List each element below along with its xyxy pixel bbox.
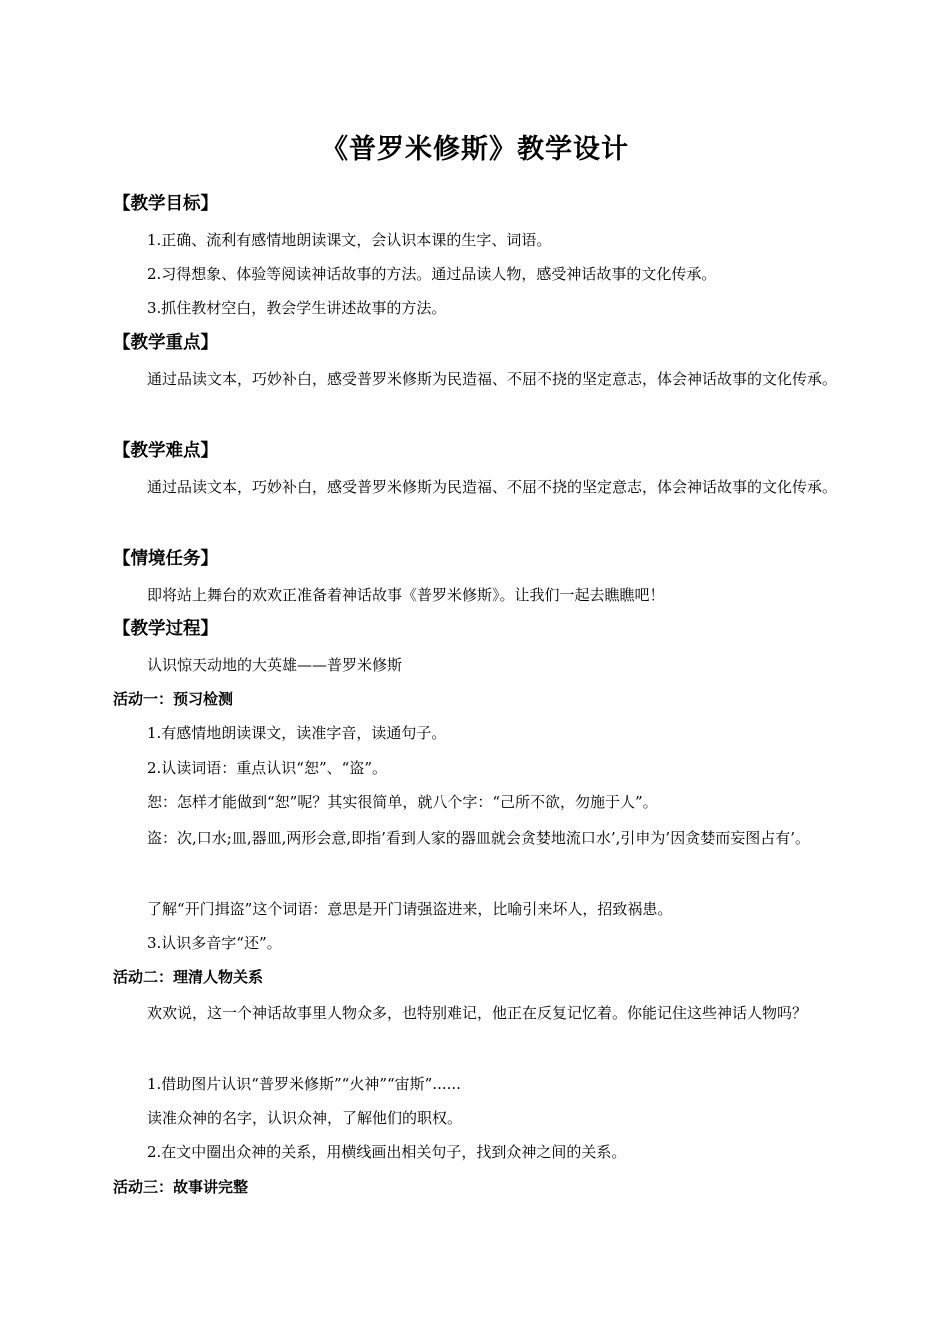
section-heading-goals: 【教学目标】: [113, 194, 218, 214]
section-heading-difficulties: 【教学难点】: [113, 441, 218, 461]
difficulties-text: 通过品读文本，巧妙补白，感受普罗米修斯为民造福、不屈不挠的坚定意志，体会神话故事的文化传承。: [147, 478, 838, 496]
goal-item-3: 3.抓住教材空白，教会学生讲述故事的方法。: [147, 299, 447, 317]
activity-1-line-2: 2.认读词语：重点认识“恕”、“盗”。: [147, 759, 387, 777]
key-points-text: 通过品读文本，巧妙补白，感受普罗米修斯为民造福、不屈不挠的坚定意志，体会神话故事的文化传承。: [147, 370, 838, 388]
goal-item-2: 2.习得想象、体验等阅读神话故事的方法。通过品读人物，感受神话故事的文化传承。: [147, 265, 717, 283]
activity-2-paragraph: 欢欢说，这一个神话故事里人物众多，也特别难记，他正在反复记忆着。你能记住这些神话人物吗？: [147, 1004, 808, 1022]
scenario-text: 即将站上舞台的欢欢正准备着神话故事《普罗米修斯》。让我们一起去瞧瞧吧！: [147, 586, 665, 604]
section-heading-process: 【教学过程】: [113, 619, 218, 639]
document-title: 《普罗米修斯》教学设计: [321, 134, 629, 165]
activity-1-line-4: 了解“开门揖盗”这个词语：意思是开门请强盗进来，比喻引来坏人，招致祸患。: [147, 900, 673, 918]
activity-2-line-2: 读准众神的名字，认识众神，了解他们的职权。: [147, 1109, 463, 1127]
activity-2-title: 活动二：理清人物关系: [113, 968, 264, 986]
section-heading-scenario: 【情境任务】: [113, 549, 218, 569]
activity-1-title: 活动一：预习检测: [113, 690, 234, 708]
activity-2-line-3: 2.在文中圈出众神的关系，用横线画出相关句子，找到众神之间的关系。: [147, 1143, 627, 1161]
activity-1-line-1: 1.有感情地朗读课文，读准字音，读通句子。: [147, 724, 447, 742]
goal-item-1: 1.正确、流利有感情地朗读课文，会认识本课的生字、词语。: [147, 231, 552, 249]
activity-1-line-5: 3.认识多音字“还”。: [147, 934, 282, 952]
activity-1-paragraph: 盗：次,口水;皿,器皿,两形会意,即指’看到人家的器皿就会贪婪地流口水’,引申为’因贪婪而妄图占有’。: [147, 829, 810, 847]
activity-2-line-1: 1.借助图片认识“普罗米修斯”“火神”“宙斯”......: [147, 1075, 461, 1093]
process-intro: 认识惊天动地的大英雄——普罗米修斯: [147, 656, 403, 674]
activity-3-title: 活动三：故事讲完整: [113, 1178, 249, 1196]
section-heading-key-points: 【教学重点】: [113, 333, 218, 353]
activity-1-line-3: 恕：怎样才能做到“恕”呢？其实很简单，就八个字：“己所不欲，勿施于人”。: [147, 793, 658, 811]
